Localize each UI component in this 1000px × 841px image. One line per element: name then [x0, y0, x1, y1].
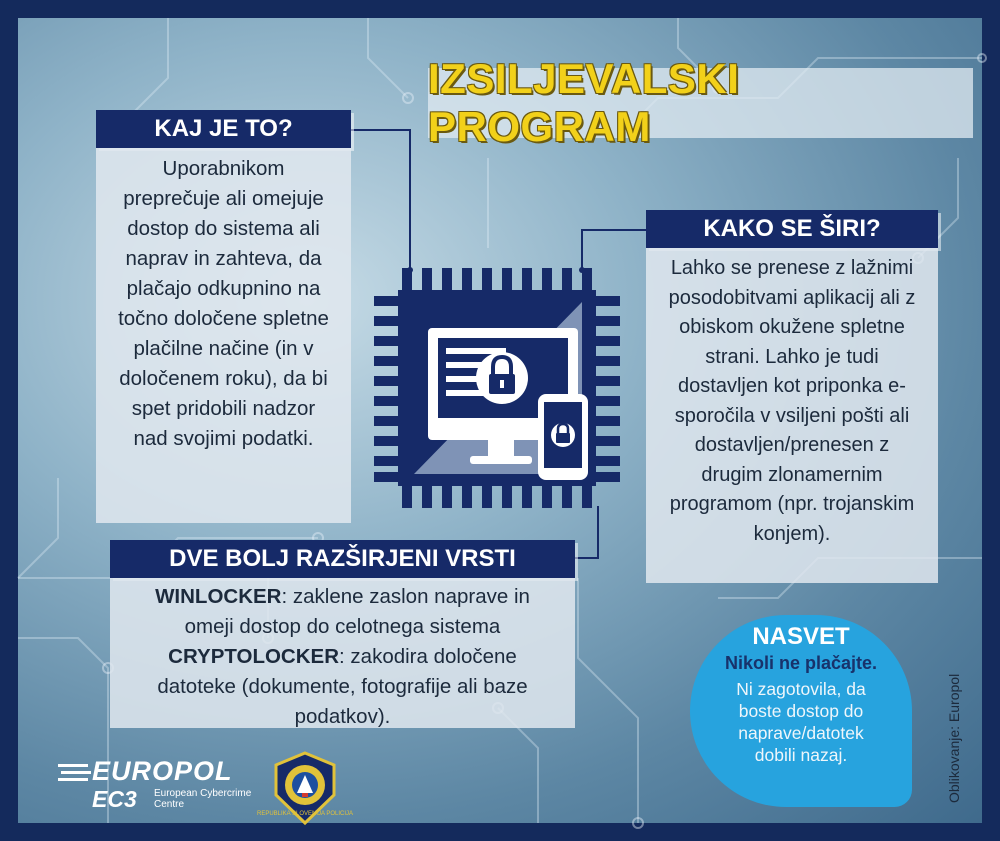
how-it-spreads-text: Lahko se prenese z lažnimi posodobitvami aplikacij ali z obiskom okužene spletne strani. Lahko je tudi dostavljen kot priponka e-sporočila v vsiljeni pošti ali dostavljen/prenesen z drugim zlonamernim programom (npr. trojanskim konjem).	[668, 257, 916, 545]
tip-text: Ni zagotovila, da boste dostop do naprave/datotek dobili nazaj.	[736, 679, 866, 765]
two-types-heading: DVE BOLJ RAZŠIRJENI VRSTI	[110, 540, 575, 578]
winlocker-desc: : zaklene zaslon naprave in omeji dostop do celotnega sistema	[184, 585, 530, 638]
phone-icon	[538, 394, 588, 480]
europol-wordmark: EUROPOL	[92, 756, 233, 786]
cryptolocker-line	[110, 642, 575, 732]
police-seal-text: REPUBLIKA SLOVENIJA POLICIJA	[256, 811, 354, 817]
europol-lines-icon	[58, 762, 92, 784]
ec3-subtitle: European Cybercrime Centre	[154, 788, 252, 810]
title-banner	[428, 55, 973, 150]
what-is-it-text: Uporabnikom preprečuje ali omejuje dostop do sistema ali naprav in zahteva, da plačajo odkupnino na točno določene spletne plačilne načine (in v določenem roku), da bi spet pridobili nadzor nad svojimi podatki.	[118, 157, 329, 450]
what-is-it-card	[96, 148, 351, 523]
how-it-spreads-heading: KAKO SE ŠIRI?	[646, 210, 938, 248]
police-seal-icon	[256, 751, 354, 825]
ec3-wordmark: EC3	[92, 786, 137, 812]
infographic-panel	[18, 18, 982, 823]
winlocker-name: WINLOCKER	[155, 585, 282, 608]
europol-logo	[58, 756, 258, 816]
design-credit: Oblikovanje: Europol	[946, 673, 962, 803]
tip-title: NASVET	[752, 623, 850, 650]
two-types-card	[110, 578, 575, 728]
tip-bubble	[690, 615, 912, 807]
how-it-spreads-card	[646, 248, 938, 583]
chip-icon	[374, 268, 620, 508]
cryptolocker-name: CRYPTOLOCKER	[168, 645, 340, 668]
winlocker-line	[110, 582, 575, 642]
cryptolocker-desc: : zakodira določene datoteke (dokumente, fotografije ali baze podatkov).	[157, 645, 528, 728]
tip-subtitle: Nikoli ne plačajte.	[724, 653, 878, 673]
what-is-it-heading: KAJ JE TO?	[96, 110, 351, 148]
page-title: IZSILJEVALSKI PROGRAM	[428, 55, 740, 150]
lock-icon	[476, 352, 528, 404]
